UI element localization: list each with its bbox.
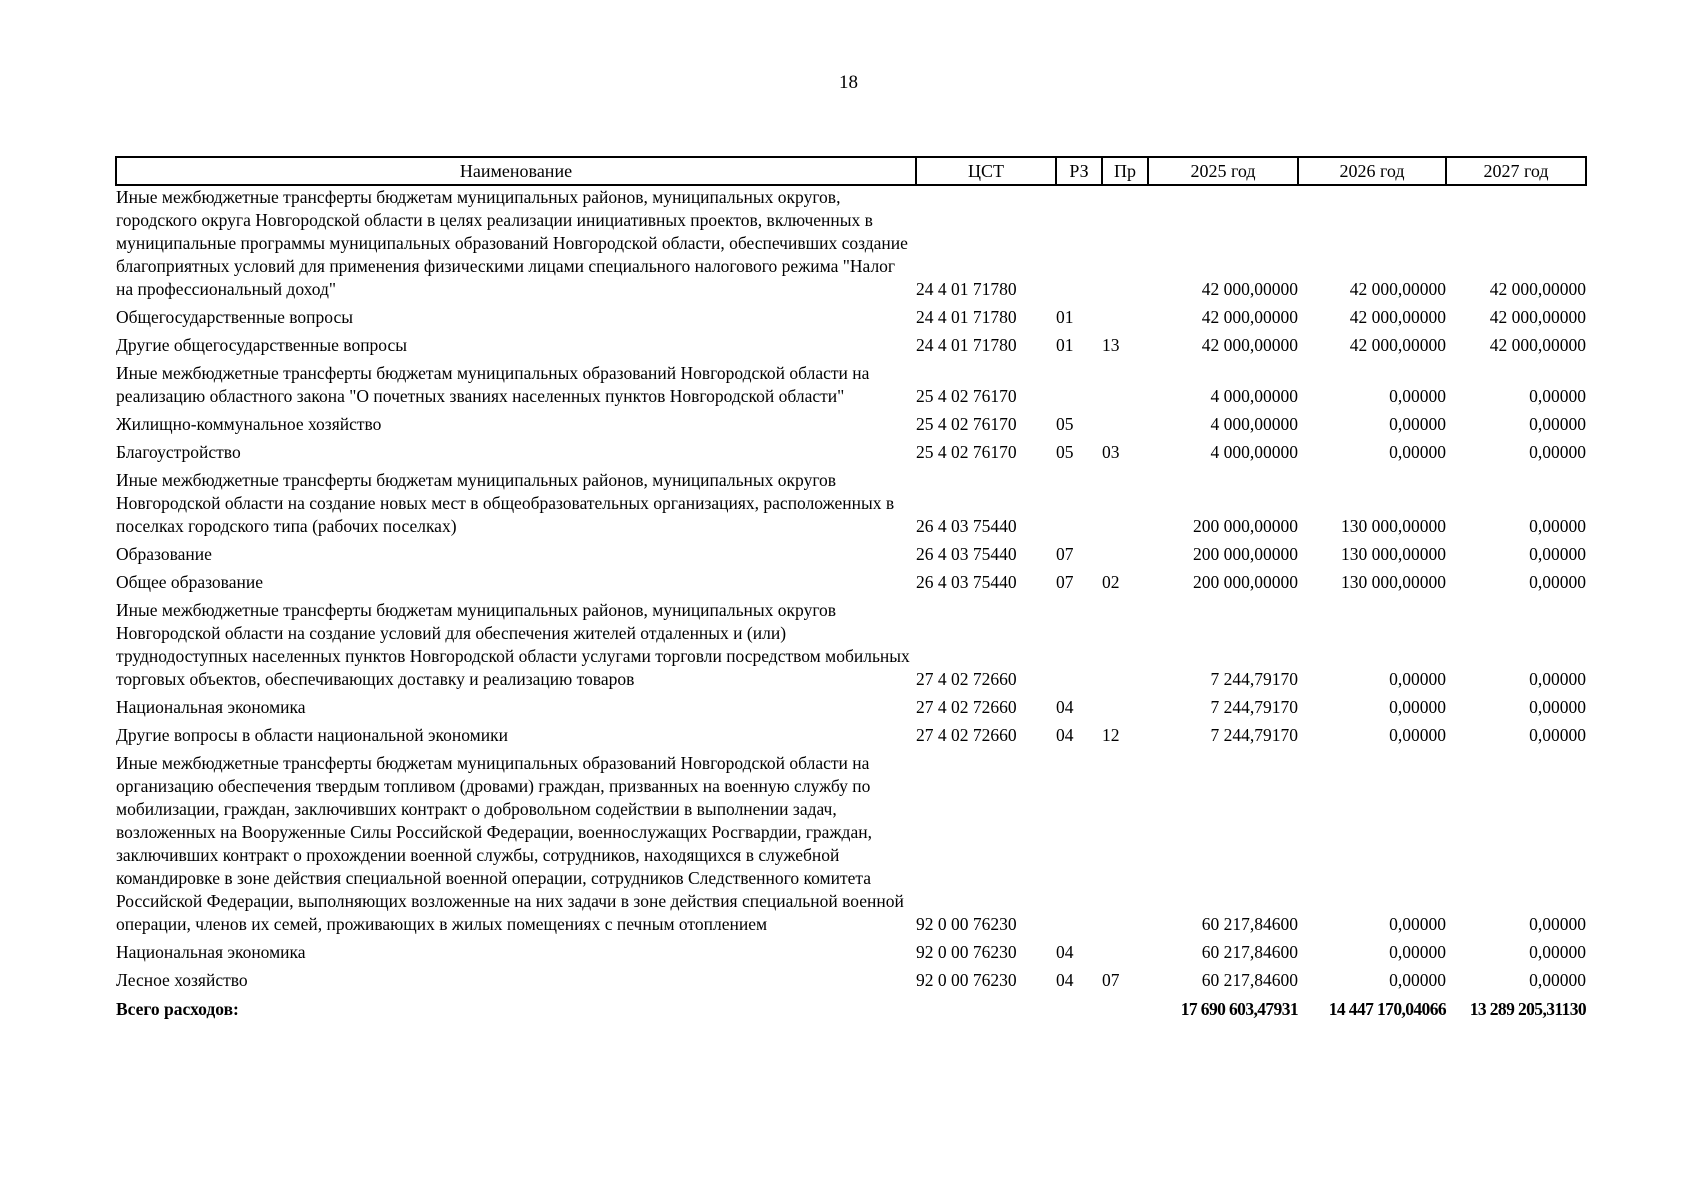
- row-2025: 42 000,00000: [1201, 279, 1298, 299]
- row-name: Другие вопросы в области национальной экономики: [116, 725, 508, 745]
- row-name: Иные межбюджетные трансферты бюджетам муниципальных образований Новгородской области на реализацию областного закона "О почетных званиях населенных пунктов Новгородской области": [116, 363, 870, 406]
- header-code: ЦСТ: [916, 157, 1056, 185]
- row-2025: 200 000,00000: [1193, 516, 1298, 536]
- table-row: [116, 691, 1586, 719]
- row-name: Благоустройство: [116, 442, 241, 462]
- row-2026: 0,00000: [1389, 725, 1446, 745]
- header-rz: РЗ: [1056, 157, 1102, 185]
- row-code: 25 4 02 76170: [916, 386, 1017, 406]
- header-2025: 2025 год: [1148, 157, 1298, 185]
- row-pr: [1102, 464, 1148, 538]
- row-rz: 05: [1056, 414, 1074, 434]
- row-code: 26 4 03 75440: [916, 544, 1017, 564]
- row-code: 26 4 03 75440: [916, 516, 1017, 536]
- row-name: Национальная экономика: [116, 942, 306, 962]
- header-name: Наименование: [116, 157, 916, 185]
- row-code: 27 4 02 72660: [916, 725, 1017, 745]
- row-2026: 0,00000: [1389, 697, 1446, 717]
- row-2027: 0,00000: [1529, 442, 1586, 462]
- table-row: [116, 329, 1586, 357]
- row-rz: 04: [1056, 942, 1074, 962]
- row-2027: 0,00000: [1529, 669, 1586, 689]
- row-code: 92 0 00 76230: [916, 914, 1017, 934]
- row-2027: 42 000,00000: [1489, 279, 1586, 299]
- total-2025: 17 690 603,47931: [1180, 999, 1298, 1019]
- row-2027: 0,00000: [1529, 386, 1586, 406]
- row-code: 92 0 00 76230: [916, 942, 1017, 962]
- row-pr: [1102, 691, 1148, 719]
- row-name: Другие общегосударственные вопросы: [116, 335, 408, 355]
- total-2026: 14 447 170,04066: [1328, 999, 1446, 1019]
- row-2026: 42 000,00000: [1349, 307, 1446, 327]
- row-2025: 7 244,79170: [1210, 725, 1298, 745]
- table-row: [116, 936, 1586, 964]
- row-2026: 0,00000: [1389, 442, 1446, 462]
- table-header-row: [116, 157, 1586, 185]
- row-2027: 0,00000: [1529, 544, 1586, 564]
- row-name: Иные межбюджетные трансферты бюджетам муниципальных образований Новгородской области на организацию обеспечения твердым топливом (дровами) граждан, призванных на военную службу по мобилизации, граждан, заключивших контракт о добровольном содействии в выполнении задач, возложенных на Вооруженные Силы Российской Федерации, военнослужащих Росгвардии, граждан, заключивших контракт о прохождении военной службы, сотрудников, находящихся в служебной командировке в зоне действия специальной военной операции, сотрудников Следственного комитета Российской Федерации, выполняющих возложенные на них задачи в зоне действия специальной военной операции, членов их семей, проживающих в жилых помещениях с печным отоплением: [116, 753, 904, 934]
- table-row: [116, 357, 1586, 408]
- row-2025: 7 244,79170: [1210, 697, 1298, 717]
- row-2026: 0,00000: [1389, 669, 1446, 689]
- row-pr: 12: [1102, 725, 1120, 745]
- table-row: [116, 408, 1586, 436]
- row-2027: 0,00000: [1529, 414, 1586, 434]
- row-2026: 42 000,00000: [1349, 335, 1446, 355]
- page-number: 18: [839, 72, 858, 93]
- table-row: [116, 964, 1586, 992]
- row-pr: [1102, 408, 1148, 436]
- row-2025: 7 244,79170: [1210, 669, 1298, 689]
- header-pr: Пр: [1102, 157, 1148, 185]
- row-rz: 04: [1056, 725, 1074, 745]
- row-rz: 04: [1056, 697, 1074, 717]
- table-body: [116, 185, 1586, 992]
- row-rz: [1056, 464, 1102, 538]
- table-row: [116, 747, 1586, 936]
- row-rz: [1056, 185, 1102, 301]
- row-code: 25 4 02 76170: [916, 442, 1017, 462]
- row-code: 27 4 02 72660: [916, 669, 1017, 689]
- row-pr: [1102, 538, 1148, 566]
- table-row: [116, 464, 1586, 538]
- row-name: Жилищно-коммунальное хозяйство: [116, 414, 382, 434]
- row-2025: 42 000,00000: [1201, 307, 1298, 327]
- row-rz: [1056, 747, 1102, 936]
- row-code: 24 4 01 71780: [916, 335, 1017, 355]
- row-pr: [1102, 747, 1148, 936]
- row-pr: [1102, 936, 1148, 964]
- row-pr: 02: [1102, 572, 1120, 592]
- row-2026: 0,00000: [1389, 414, 1446, 434]
- row-2025: 4 000,00000: [1210, 386, 1298, 406]
- row-2027: 0,00000: [1529, 942, 1586, 962]
- row-2026: 0,00000: [1389, 386, 1446, 406]
- row-pr: [1102, 301, 1148, 329]
- total-pr: [1102, 992, 1148, 1021]
- row-rz: 04: [1056, 970, 1074, 990]
- table-row: [116, 538, 1586, 566]
- row-name: Общегосударственные вопросы: [116, 307, 354, 327]
- table-row: [116, 719, 1586, 747]
- row-code: 25 4 02 76170: [916, 414, 1017, 434]
- row-2026: 0,00000: [1389, 942, 1446, 962]
- row-pr: [1102, 185, 1148, 301]
- row-2027: 0,00000: [1529, 725, 1586, 745]
- table-row: [116, 301, 1586, 329]
- row-rz: 07: [1056, 572, 1074, 592]
- row-2027: 0,00000: [1529, 572, 1586, 592]
- row-code: 26 4 03 75440: [916, 572, 1017, 592]
- row-2025: 4 000,00000: [1210, 414, 1298, 434]
- budget-table: [115, 156, 1587, 1021]
- row-name: Образование: [116, 544, 212, 564]
- row-rz: [1056, 594, 1102, 691]
- row-code: 92 0 00 76230: [916, 970, 1017, 990]
- row-rz: 07: [1056, 544, 1074, 564]
- row-2026: 42 000,00000: [1349, 279, 1446, 299]
- row-2027: 0,00000: [1529, 970, 1586, 990]
- header-2027: 2027 год: [1446, 157, 1586, 185]
- row-2025: 200 000,00000: [1193, 544, 1298, 564]
- row-name: Иные межбюджетные трансферты бюджетам муниципальных районов, муниципальных округов, городского округа Новгородской области в целях реализации инициативных проектов, включенных в муниципальные программы муниципальных образований Новгородской области, обеспечивших создание благоприятных условий для применения физическими лицами специального налогового режима "Налог на профессиональный доход": [116, 187, 908, 299]
- row-name: Общее образование: [116, 572, 263, 592]
- row-2026: 130 000,00000: [1341, 516, 1446, 536]
- total-row: [116, 992, 1586, 1021]
- row-rz: [1056, 357, 1102, 408]
- row-pr: [1102, 357, 1148, 408]
- row-2027: 42 000,00000: [1489, 335, 1586, 355]
- row-rz: 01: [1056, 307, 1074, 327]
- row-name: Иные межбюджетные трансферты бюджетам муниципальных районов, муниципальных округов Новгородской области на создание новых мест в общеобразовательных организациях, расположенных в поселках городского типа (рабочих поселках): [116, 470, 895, 536]
- row-2026: 130 000,00000: [1341, 544, 1446, 564]
- total-2027: 13 289 205,31130: [1469, 999, 1586, 1019]
- row-code: 24 4 01 71780: [916, 279, 1017, 299]
- row-pr: 07: [1102, 970, 1120, 990]
- row-2027: 0,00000: [1529, 697, 1586, 717]
- row-2026: 130 000,00000: [1341, 572, 1446, 592]
- row-2027: 0,00000: [1529, 914, 1586, 934]
- total-label: Всего расходов:: [116, 999, 239, 1019]
- table-row: [116, 566, 1586, 594]
- row-2026: 0,00000: [1389, 914, 1446, 934]
- row-pr: 03: [1102, 442, 1120, 462]
- row-2025: 4 000,00000: [1210, 442, 1298, 462]
- row-2027: 42 000,00000: [1489, 307, 1586, 327]
- row-pr: 13: [1102, 335, 1120, 355]
- table-row: [116, 436, 1586, 464]
- row-2027: 0,00000: [1529, 516, 1586, 536]
- row-2025: 60 217,84600: [1201, 970, 1298, 990]
- header-2026: 2026 год: [1298, 157, 1446, 185]
- row-2026: 0,00000: [1389, 970, 1446, 990]
- row-code: 24 4 01 71780: [916, 307, 1017, 327]
- row-pr: [1102, 594, 1148, 691]
- row-rz: 05: [1056, 442, 1074, 462]
- row-code: 27 4 02 72660: [916, 697, 1017, 717]
- table-row: [116, 594, 1586, 691]
- row-name: Иные межбюджетные трансферты бюджетам муниципальных районов, муниципальных округов Новгородской области на создание условий для обеспечения жителей отдаленных и (или) труднодоступных населенных пунктов Новгородской области услугами торговли посредством мобильных торговых объектов, обеспечивающих доставку и реализацию товаров: [116, 600, 910, 689]
- total-code: [916, 992, 1056, 1021]
- row-name: Национальная экономика: [116, 697, 306, 717]
- row-rz: 01: [1056, 335, 1074, 355]
- row-2025: 60 217,84600: [1201, 914, 1298, 934]
- row-2025: 60 217,84600: [1201, 942, 1298, 962]
- row-2025: 200 000,00000: [1193, 572, 1298, 592]
- table-row: [116, 185, 1586, 301]
- row-2025: 42 000,00000: [1201, 335, 1298, 355]
- total-rz: [1056, 992, 1102, 1021]
- row-name: Лесное хозяйство: [116, 970, 248, 990]
